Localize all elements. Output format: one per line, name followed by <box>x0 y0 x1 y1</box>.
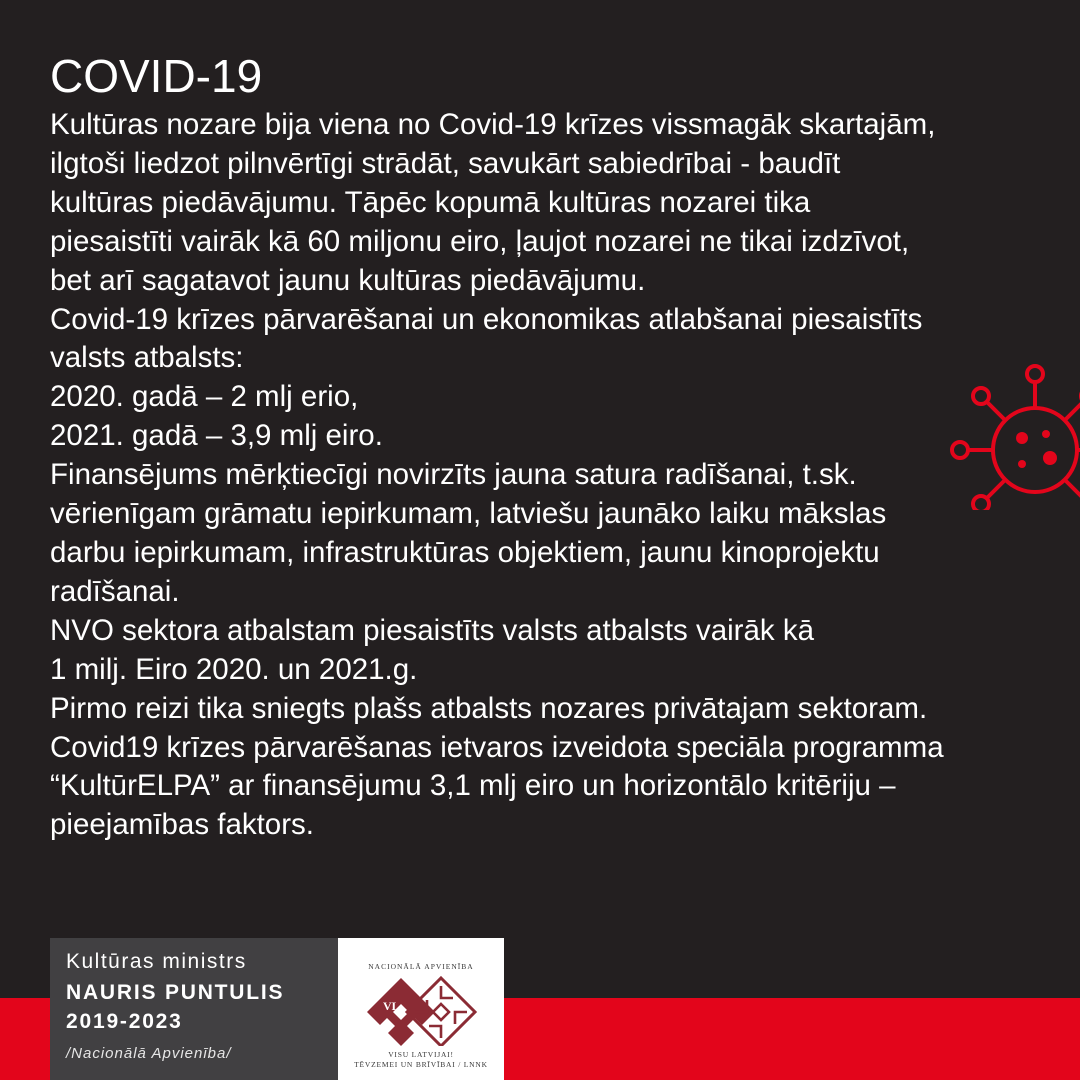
body-line: 2021. gadā – 3,9 mlj eiro. <box>50 419 383 453</box>
body-line: valsts atbalsts: <box>50 341 244 375</box>
body-line: Covid19 krīzes pārvarēšanas ietvaros izveidota speciāla programma <box>50 730 944 764</box>
body-line: bet arī sagatavot jaunu kultūras piedāvājumu. <box>50 263 646 297</box>
body-line: Pirmo reizi tika sniegts plašs atbalsts nozares privātajam sektoram. <box>50 691 928 725</box>
minister-party: /Nacionālā Apvienība/ <box>66 1045 232 1062</box>
body-line: NVO sektora atbalstam piesaistīts valsts atbalsts vairāk kā <box>50 613 815 647</box>
logo-bottom-line1: VISU LATVIJAI! <box>388 1050 454 1059</box>
body-line: ilgtoši liedzot pilnvērtīgi strādāt, savukārt sabiedrībai - baudīt <box>50 146 841 180</box>
minister-role: Kultūras ministrs <box>66 950 247 973</box>
body-line: kultūras piedāvājumu. Tāpēc kopumā kultūras nozarei tika <box>50 185 811 219</box>
minister-name: NAURIS PUNTULIS <box>66 981 285 1004</box>
party-emblem-icon <box>361 974 481 1046</box>
page-title: COVID-19 <box>50 50 263 102</box>
body-line: Covid-19 krīzes pārvarēšanai un ekonomikas atlabšanai piesaistīts <box>50 302 923 336</box>
body-line: Kultūras nozare bija viena no Covid-19 krīzes vissmagāk skartajām, <box>50 108 936 141</box>
body-line: 1 milj. Eiro 2020. un 2021.g. <box>50 652 418 686</box>
body-line: 2020. gadā – 2 mlj erio, <box>50 380 359 414</box>
minister-years: 2019-2023 <box>66 1010 183 1033</box>
logo-bottom-line2: TĒVZEMEI UN BRĪVĪBAI / LNNK <box>354 1060 488 1069</box>
body-line: radīšanai. <box>50 574 180 608</box>
body-line: piesaistīti vairāk kā 60 miljonu eiro, ļaujot nozarei ne tikai izdzīvot, <box>50 224 910 258</box>
logo-top-text: NACIONĀLĀ APVIENĪBA <box>368 962 474 971</box>
party-logo <box>338 938 504 1080</box>
body-line: vērienīgam grāmatu iepirkumam, latviešu jaunāko laiku mākslas <box>50 497 887 531</box>
coronavirus-outline-icon <box>950 330 1080 510</box>
logo-monogram: VL <box>383 999 400 1013</box>
body-line: pieejamības faktors. <box>50 808 314 842</box>
body-line: Finansējums mērķtiecīgi novirzīts jauna satura radīšanai, t.sk. <box>50 458 857 492</box>
body-text <box>50 106 1060 845</box>
minister-info-box <box>50 938 338 1080</box>
body-line: darbu iepirkumam, infrastruktūras objektiem, jaunu kinoprojektu <box>50 535 880 569</box>
body-line: “KultūrELPA” ar finansējumu 3,1 mlj eiro un horizontālo kritēriju – <box>50 769 896 803</box>
